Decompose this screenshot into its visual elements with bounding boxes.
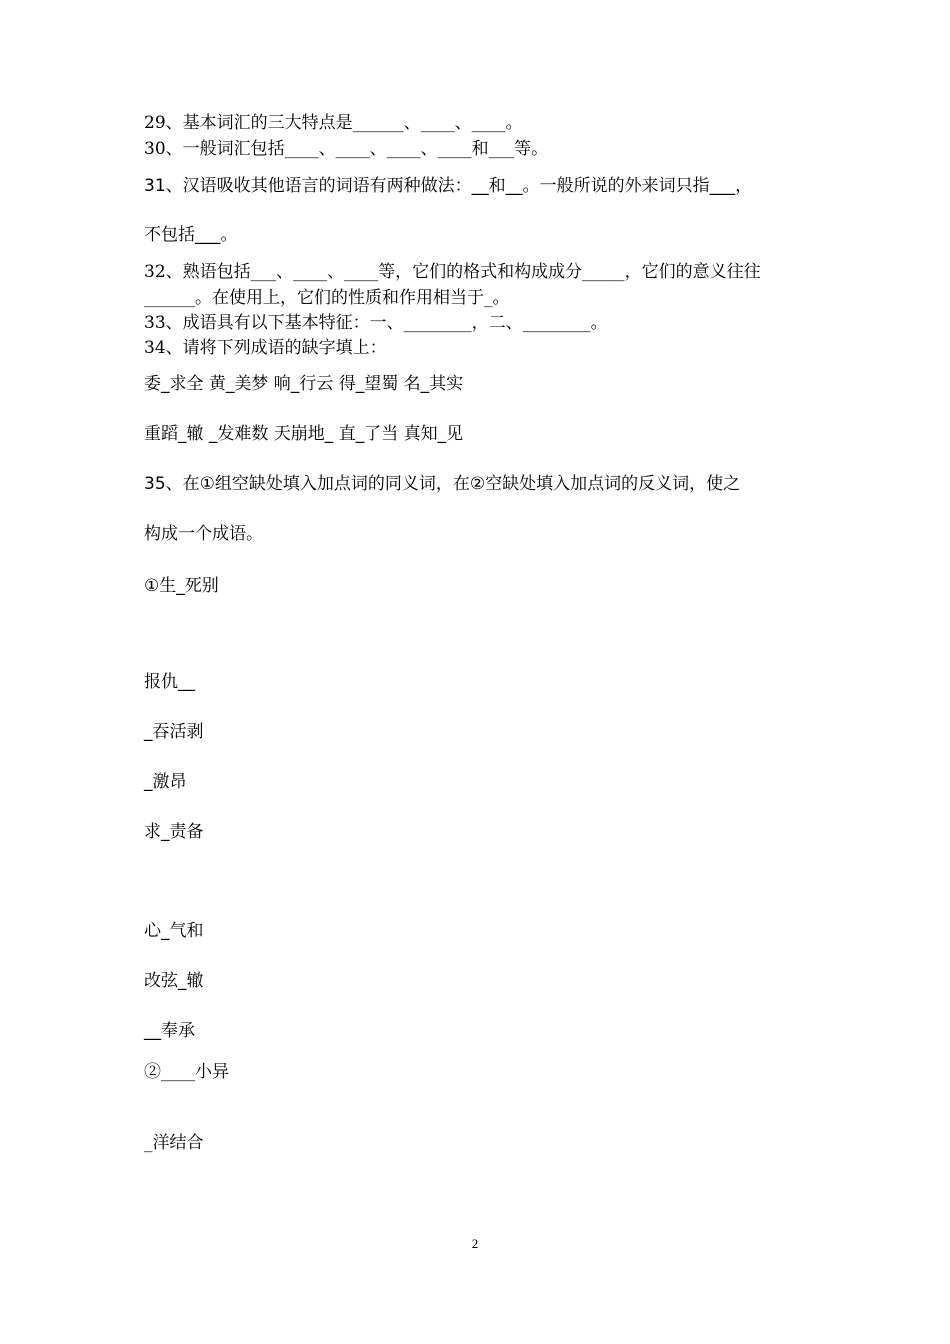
question-29: 29、基本词汇的三大特点是______、____、____。 [144,113,523,133]
question-35-line2: 构成一个成语。 [144,524,263,544]
group2-item-1: ②____小异 [144,1062,229,1082]
group1-item-7: 改弦_辙 [144,971,204,991]
question-35-line1: 35、在①组空缺处填入加点词的同义词，在②空缺处填入加点词的反义词，使之 [144,474,741,494]
idiom-row-2: 重蹈_辙 _发难数 天崩地_ 直_了当 真知_见 [144,424,464,444]
group1-item-1: ①生_死别 [144,576,219,596]
page-number: 2 [471,1236,479,1251]
question-33: 33、成语具有以下基本特征：一、________，二、________。 [144,313,608,333]
question-30: 30、一般词汇包括____、____、____、____和___等。 [144,139,549,159]
group1-item-4: _激昂 [144,772,187,792]
group1-item-8: __奉承 [144,1021,195,1041]
group1-item-6: 心_气和 [144,921,204,941]
question-32-line1: 32、熟语包括___、____、____等，它们的格式和构成成分_____，它们的意义往往 [144,262,761,282]
question-34: 34、请将下列成语的缺字填上： [144,338,387,358]
question-32-line2: ______。在使用上，它们的性质和作用相当于_。 [144,288,510,308]
idiom-row-1: 委_求全 黄_美梦 响_行云 得_望蜀 名_其实 [144,374,464,394]
question-31-line1: 31、汉语吸收其他语言的词语有两种做法：__和__。一般所说的外来词只指___， [144,176,753,196]
group1-item-3: _吞活剥 [144,722,204,742]
group2-item-2: _洋结合 [144,1133,204,1153]
question-31-line2: 不包括___。 [144,225,238,245]
group1-item-5: 求_责备 [144,822,204,842]
group1-item-2: 报仇__ [144,672,195,692]
